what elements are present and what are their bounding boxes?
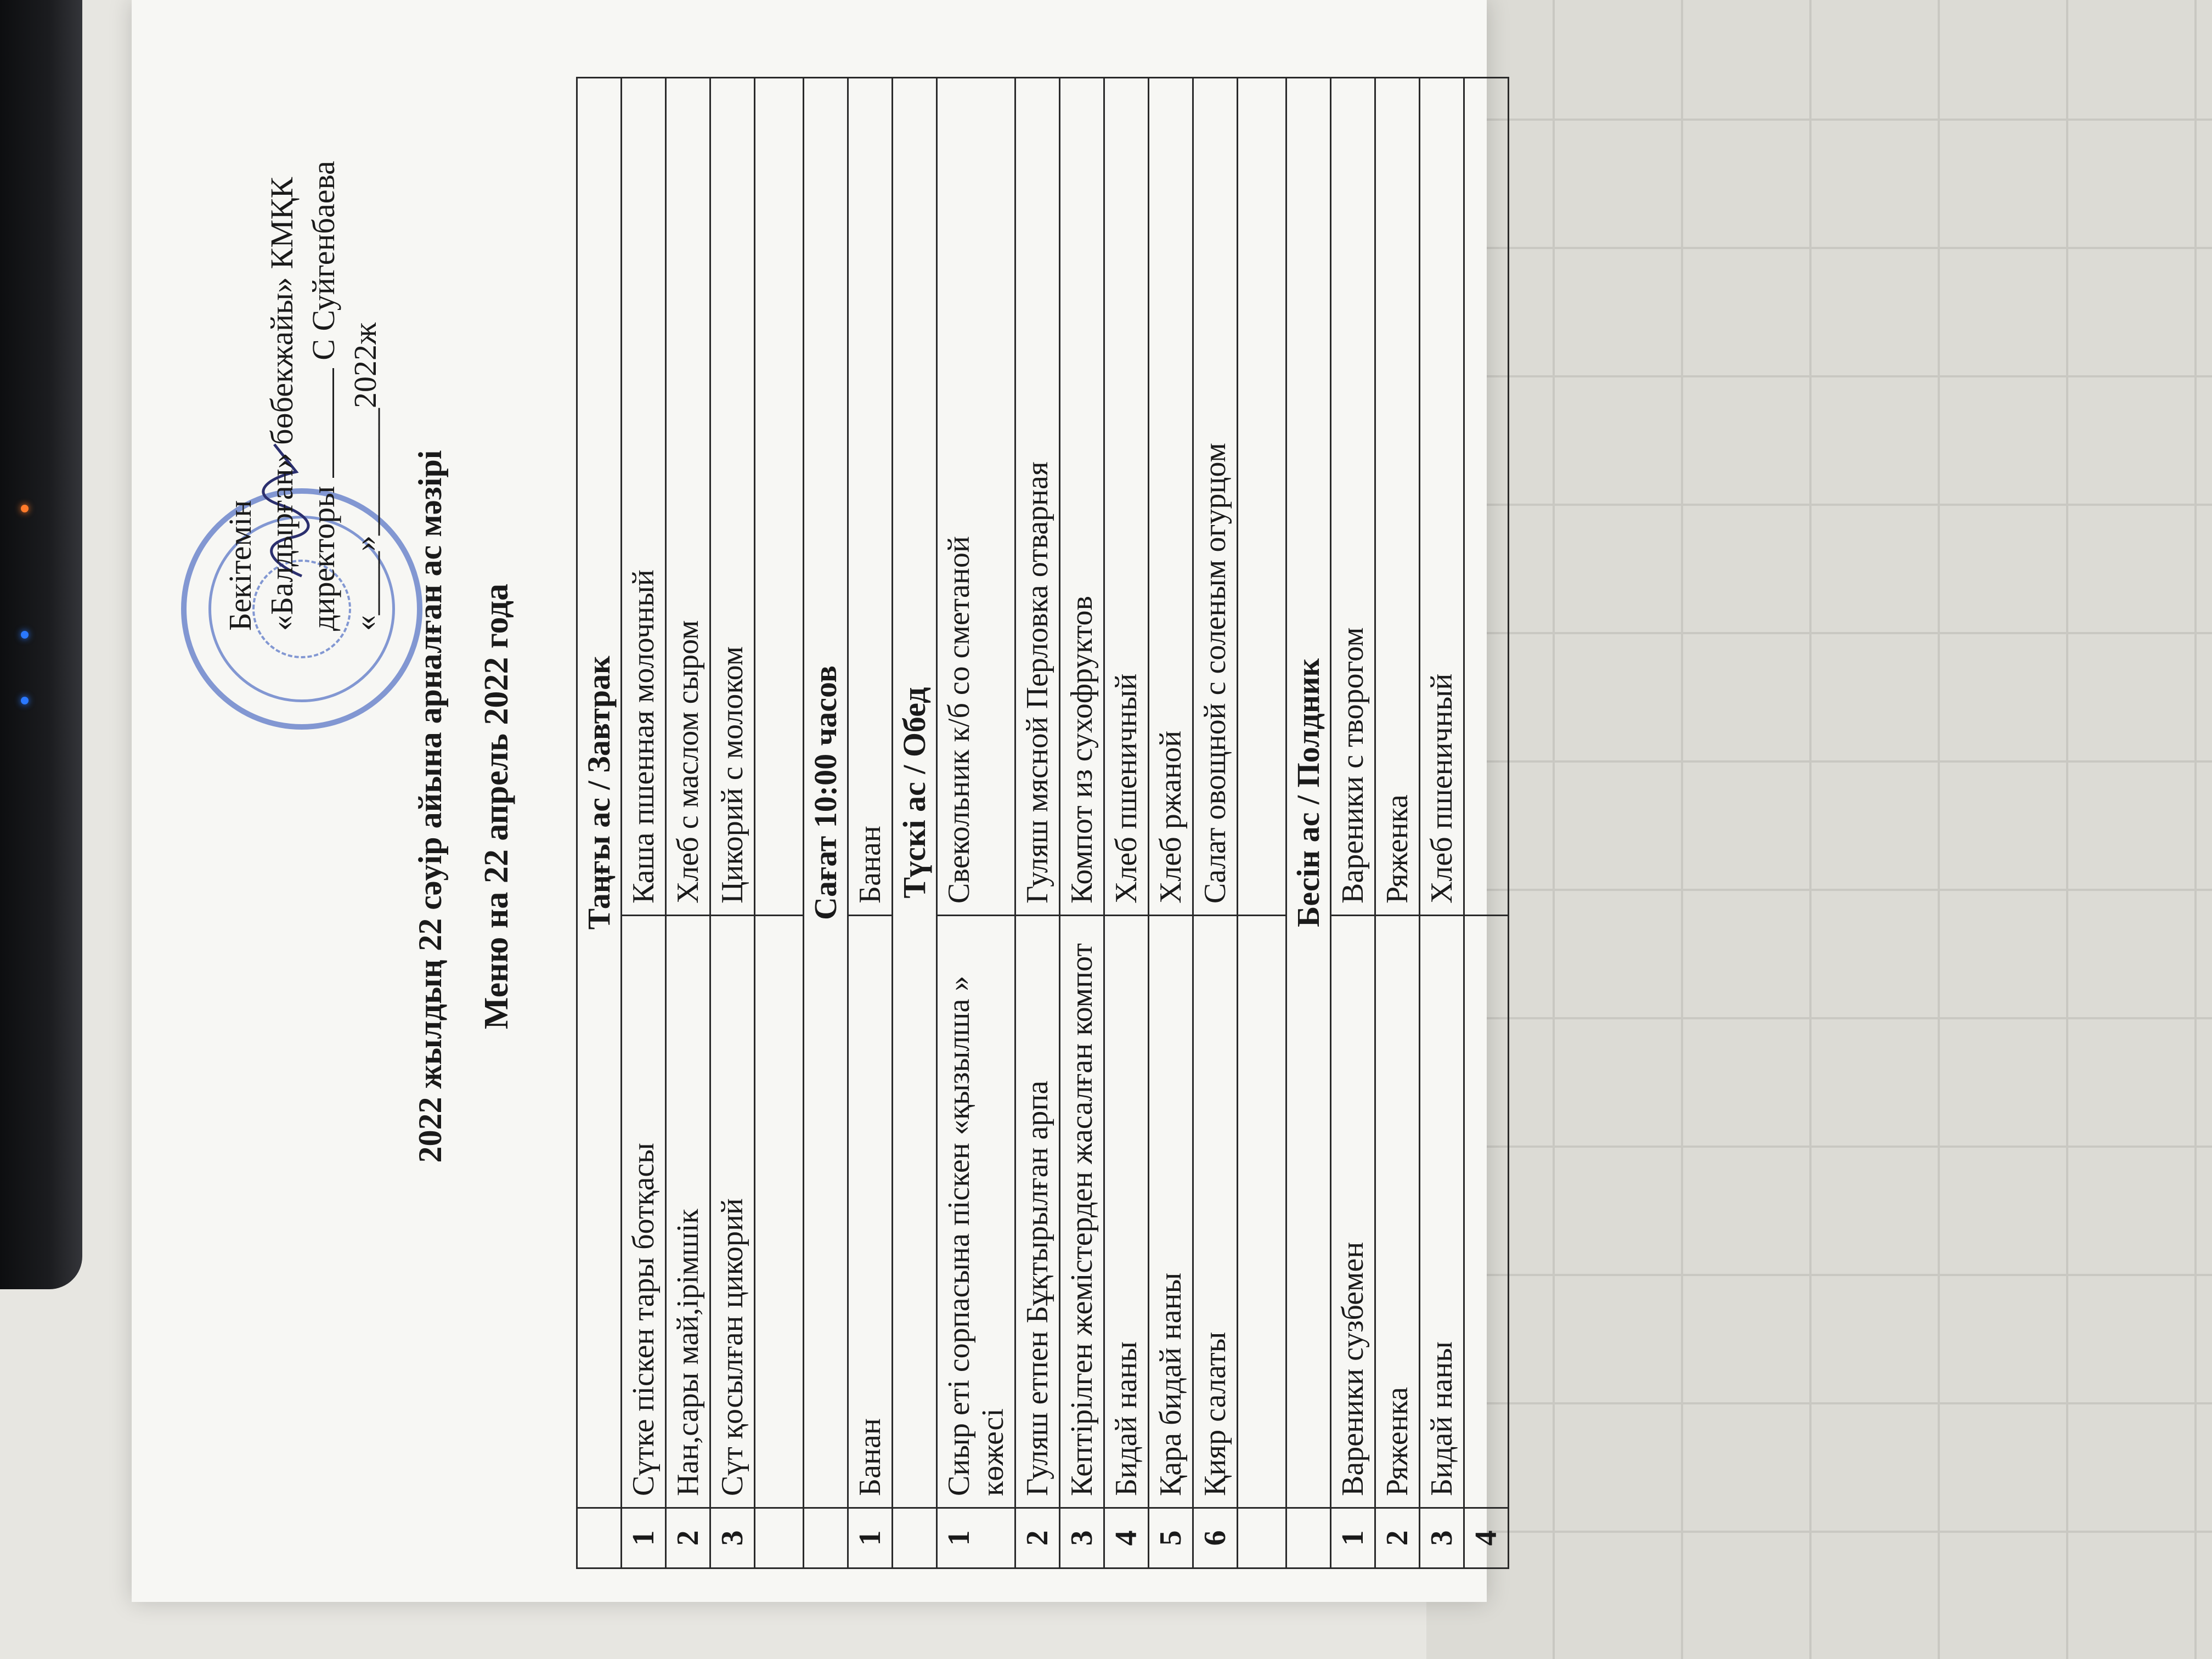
blue-indicator-light bbox=[21, 697, 29, 704]
director-name: С Суйгенбаева bbox=[306, 161, 341, 360]
dish-russian: Вареники с творогом bbox=[1331, 78, 1375, 916]
row-number: 5 bbox=[1149, 1508, 1193, 1568]
section-lunch: Түскі ас / Обед bbox=[893, 78, 937, 1508]
approval-director bbox=[303, 82, 345, 631]
table-row bbox=[848, 78, 893, 1568]
table-row bbox=[1464, 78, 1509, 1568]
row-number: 1 bbox=[848, 1508, 893, 1568]
table-row bbox=[1420, 78, 1464, 1568]
dish-russian: Компот из сухофруктов bbox=[1060, 78, 1104, 916]
table-row bbox=[666, 78, 710, 1568]
table-row bbox=[1238, 78, 1286, 1568]
dish-russian: Гуляш мясной Перловка отварная bbox=[1015, 78, 1060, 916]
dish-russian: Хлеб пшеничный bbox=[1104, 78, 1149, 916]
table-row bbox=[710, 78, 755, 1568]
row-number: 3 bbox=[1060, 1508, 1104, 1568]
dish-kazakh: Сүтке піскен тары ботқасы bbox=[622, 916, 666, 1508]
table-row bbox=[1149, 78, 1193, 1568]
approval-date: «____»________2022ж bbox=[347, 322, 383, 631]
dish-russian: Каша пшенная молочный bbox=[622, 78, 666, 916]
dish-kazakh: Нан,сары май,ірімшік bbox=[666, 916, 710, 1508]
orange-indicator-light bbox=[21, 505, 29, 512]
table-row bbox=[622, 78, 666, 1568]
row-number: 6 bbox=[1193, 1508, 1238, 1568]
dish-kazakh: Банан bbox=[848, 916, 893, 1508]
row-number: 2 bbox=[1015, 1508, 1060, 1568]
table-row bbox=[1015, 78, 1060, 1568]
row-number: 4 bbox=[1464, 1508, 1509, 1568]
dish-russian: Цикорий с молоком bbox=[710, 78, 755, 916]
dish-russian: Свекольник к/б со сметаной bbox=[937, 78, 1015, 916]
title-russian: Меню на 22 апрель 2022 года bbox=[478, 583, 515, 1030]
dish-kazakh: Қияр салаты bbox=[1193, 916, 1238, 1508]
dish-kazakh: Қара бидай наны bbox=[1149, 916, 1193, 1508]
dish-kazakh: Сиыр еті сорпасына піскен «қызылша » көжесі bbox=[937, 916, 1015, 1508]
grid-tablecloth bbox=[1426, 0, 2212, 1659]
row-number: 4 bbox=[1104, 1508, 1149, 1568]
dish-kazakh: Бидай наны bbox=[1420, 916, 1464, 1508]
dish-kazakh bbox=[1464, 916, 1509, 1508]
table-row bbox=[1104, 78, 1149, 1568]
dish-russian: Ряженка bbox=[1375, 78, 1420, 916]
dish-russian: Банан bbox=[848, 78, 893, 916]
document-page bbox=[159, 22, 1503, 1591]
row-number: 1 bbox=[937, 1508, 1015, 1568]
row-number: 1 bbox=[622, 1508, 666, 1568]
menu-document bbox=[132, 0, 1503, 1602]
dish-kazakh: Гуляш етпен Бұқтырылған арпа bbox=[1015, 916, 1060, 1508]
dish-russian: Хлеб пшеничный bbox=[1420, 78, 1464, 916]
laptop-bezel bbox=[0, 0, 82, 1289]
table-row bbox=[1193, 78, 1238, 1568]
row-number: 2 bbox=[1375, 1508, 1420, 1568]
table-row bbox=[1331, 78, 1375, 1568]
title-kazakh: 2022 жылдың 22 сәуір айына арналған ас мәзірі bbox=[412, 450, 448, 1163]
dish-russian: Хлеб ржаной bbox=[1149, 78, 1193, 916]
row-number: 3 bbox=[1420, 1508, 1464, 1568]
director-label: директоры bbox=[306, 486, 341, 631]
table-row bbox=[1375, 78, 1420, 1568]
table-row bbox=[937, 78, 1015, 1568]
dish-russian bbox=[1464, 78, 1509, 916]
dish-russian: Хлеб с маслом сыром bbox=[666, 78, 710, 916]
dish-kazakh: Бидай наны bbox=[1104, 916, 1149, 1508]
blue-indicator-light bbox=[21, 631, 29, 639]
section-breakfast: Таңғы ас / Завтрак bbox=[577, 78, 622, 1508]
approval-organization: «Балдырған» бөбекжайы» КМҚК bbox=[264, 177, 300, 631]
dish-kazakh: Ряженка bbox=[1375, 916, 1420, 1508]
approval-heading: Бекітемін bbox=[222, 500, 258, 631]
dish-kazakh: Сүт қосылған цикорий bbox=[710, 916, 755, 1508]
dish-russian: Салат овощной с соленым огурцом bbox=[1193, 78, 1238, 916]
row-number: 1 bbox=[1331, 1508, 1375, 1568]
row-number: 3 bbox=[710, 1508, 755, 1568]
section-snack: Сағат 10:00 часов bbox=[804, 78, 848, 1508]
table-row bbox=[755, 78, 804, 1568]
section-afternoon-snack: Бесін ас / Полдник bbox=[1286, 78, 1331, 1508]
row-number: 2 bbox=[666, 1508, 710, 1568]
menu-table bbox=[576, 77, 1509, 1569]
table-row bbox=[1060, 78, 1104, 1568]
dish-kazakh: Вареники сузбемен bbox=[1331, 916, 1375, 1508]
approval-block bbox=[219, 82, 386, 631]
dish-kazakh: Кептірілген жемістерден жасалған компот bbox=[1060, 916, 1104, 1508]
